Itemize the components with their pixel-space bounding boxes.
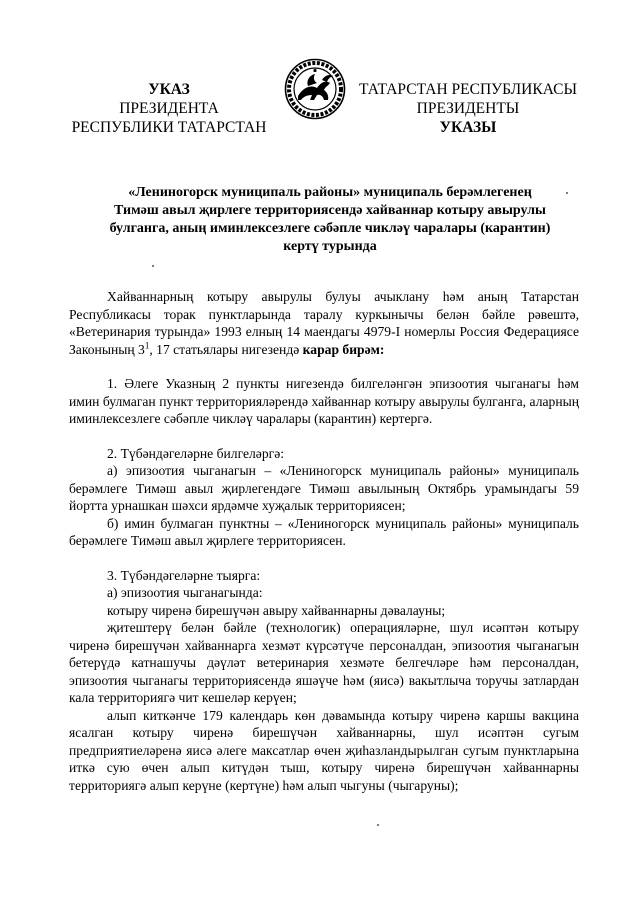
clause-3-heading: 3. Түбәндәгеләрне тыярга: [107,567,261,583]
scan-speck [377,824,379,826]
title-line-1: «Лениногорск муниципаль районы» муниципаль берәмлегенең [128,185,532,200]
clause-3a: а) эпизоотия чыганагында: [107,585,263,600]
preamble-text: Хайваннарның котыру авырулы булуы ачыклану һәм аның Татарстан Республикасы торак пунктларында таралу куркынычы белән бәйле рәвештә, «Ветеринария турында» 1993 елның 14 маендагы 4979-I номерлы Россия Федерациясе Законының 3 [69,289,579,357]
clause-2a: а) эпизоотия чыганагын – «Лениногорск муниципаль районы» муниципаль берәмлеге Тимәш авыл җирлегендәге Тимәш авылының Октябрь урамындагы 59 йортта урнашкан шәхси ярдәмче хуҗалык территориясен; [69,463,579,513]
decree-phrase: карар бирәм: [302,341,385,357]
law-article-superscript: 1 [144,339,150,350]
scan-speck [566,192,568,194]
document-body [69,288,579,794]
header-left-line-1: УКАЗ [148,81,190,98]
clause-3a-item-1: котыру чиренә бирешүчән авыру хайваннарны дәвалауны; [107,602,446,618]
clause-3a-item-2: җитештерү белән бәйле (технологик) операцияләрне, шул исәптән котыру чиренә бирешүчән хайваннарга хезмәт күрсәтүче персоналдан, эпизоотия чыганагын бетерүдә катнашучы дәүләт ветеринария хезмәте белгечләре һәм персоналдан, эпизоотия чыганагы территориясендә яшәүче һәм (яисә) вакытлыча торучы затлардан кала территориягә чит кешеләр керүен; [69,620,579,705]
header-right-line-1: ТАТАРСТАН РЕСПУБЛИКАСЫ [359,81,577,98]
title-line-2: Тимәш авыл җирлеге территориясендә хайваннар котыру авырулы [114,203,546,218]
scan-speck [152,265,154,267]
clause-3a-item-3: алып киткәнче 179 календарь көн дәвамында котыру чиренә каршы вакцина ясалган котыру чиренә бирешүчән хайваннарны, шул исәптән сугым предприятиеләренә яисә әлеге максатлар өчен җиһазландырылган сугым пунктларына иткә сую өчен алып китүдән тыш, котыру чиренә бирешүчән хайваннарны территориягә алып керүне (кертүне) һәм алып чыгуны (чыгаруны); [69,707,579,793]
clause-2-heading: 2. Түбәндәгеләрне билгеләргә: [107,445,285,461]
title-line-3: булганга, аның иминлексезлеге сәбәпле чикләү чаралары (карантин) [109,221,551,236]
preamble-text-2: , 17 статьялары нигезендә [149,341,303,357]
preamble-paragraph [69,288,579,358]
clause-2b: б) имин булмаган пунктны – «Лениногорск муниципаль районы» муниципаль берәмлеге Тимәш авыл җирлеге территориясен. [69,515,579,548]
clause-1: 1. Әлеге Указның 2 пункты нигезендә билгеләнгән эпизоотия чыганагы һәм имин булмаган пункт территорияләрендә хайваннар котыру авырулы булганга, аларның иминлексезлеге сәбәпле чикләү чаралары (карантин) кертергә. [69,376,579,426]
header-left-ru [58,80,280,137]
header-right-line-2: ПРЕЗИДЕНТЫ [416,100,520,117]
document-title [62,184,598,256]
header-left-line-3: РЕСПУБЛИКИ ТАТАРСТАН [71,119,267,136]
header-left-line-2: ПРЕЗИДЕНТА [119,100,219,117]
coat-of-arms-emblem-icon [284,58,346,120]
header-right-tt [358,80,578,137]
title-line-4: кертү турында [283,239,377,254]
header-right-line-3: УКАЗЫ [439,119,497,136]
